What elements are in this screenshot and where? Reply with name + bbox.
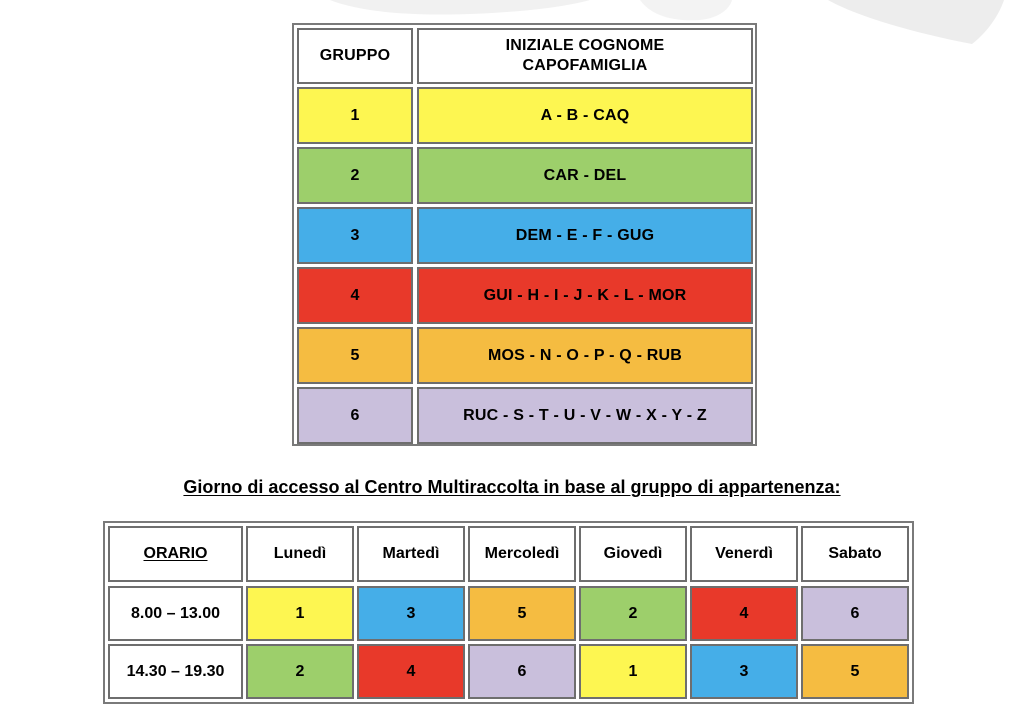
group-number-cell: 6 [297,387,413,444]
time-slot-cell: 14.30 – 19.30 [108,644,243,699]
header-day: Sabato [801,526,909,582]
surname-range-cell: A - B - CAQ [417,87,753,144]
header-orario: ORARIO [108,526,243,582]
schedule-group-cell: 2 [579,586,687,641]
group-number-cell: 5 [297,327,413,384]
schedule-group-cell: 4 [357,644,465,699]
group-number-cell: 1 [297,87,413,144]
header-surname-initial: INIZIALE COGNOME CAPOFAMIGLIA [417,28,753,84]
schedule-table [103,521,914,704]
schedule-group-cell: 3 [357,586,465,641]
surname-range-cell: GUI - H - I - J - K - L - MOR [417,267,753,324]
header-day: Martedì [357,526,465,582]
schedule-group-cell: 4 [690,586,798,641]
header-group: GRUPPO [297,28,413,84]
schedule-group-cell: 6 [801,586,909,641]
schedule-group-cell: 6 [468,644,576,699]
time-slot-cell: 8.00 – 13.00 [108,586,243,641]
surname-range-cell: DEM - E - F - GUG [417,207,753,264]
surname-range-cell: MOS - N - O - P - Q - RUB [417,327,753,384]
header-day: Giovedì [579,526,687,582]
schedule-group-cell: 2 [246,644,354,699]
group-number-cell: 3 [297,207,413,264]
header-day: Mercoledì [468,526,576,582]
groups-table [292,23,757,446]
schedule-group-cell: 1 [246,586,354,641]
schedule-caption: Giorno di accesso al Centro Multiraccolta in base al gruppo di appartenenza: [183,477,841,497]
schedule-group-cell: 3 [690,644,798,699]
schedule-group-cell: 5 [468,586,576,641]
schedule-group-cell: 5 [801,644,909,699]
group-number-cell: 4 [297,267,413,324]
schedule-group-cell: 1 [579,644,687,699]
header-day: Lunedì [246,526,354,582]
surname-range-cell: CAR - DEL [417,147,753,204]
group-number-cell: 2 [297,147,413,204]
header-day: Venerdì [690,526,798,582]
surname-range-cell: RUC - S - T - U - V - W - X - Y - Z [417,387,753,444]
